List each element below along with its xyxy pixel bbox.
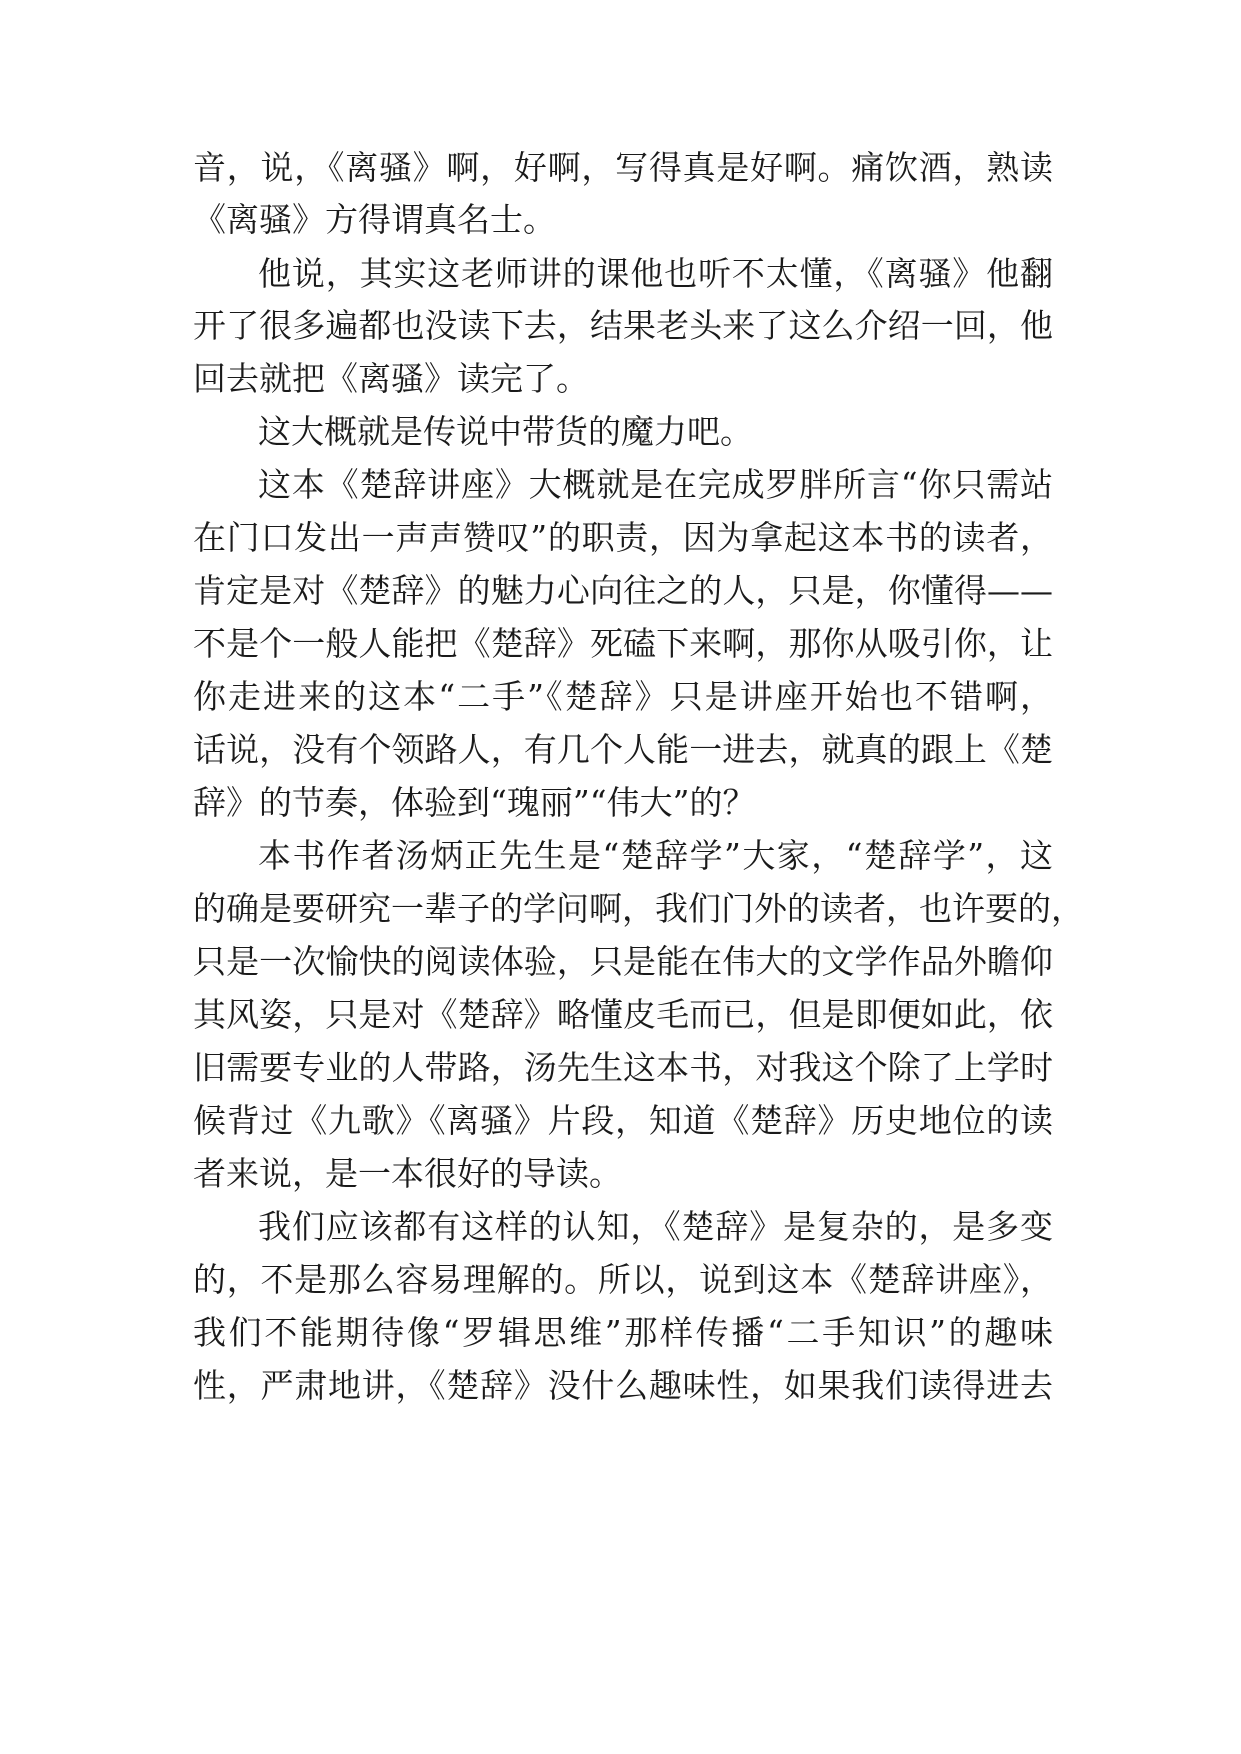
text-line: 他说，其实这老师讲的课他也听不太懂，《离骚》他翻 [258, 254, 1053, 293]
text-line: 《离骚》方得谓真名士。 [193, 200, 556, 239]
text-line: 开了很多遍都也没读下去，结果老头来了这么介绍一回，他 [193, 306, 1053, 345]
text-line: 我们不能期待像“罗辑思维”那样传播“二手知识”的趣味 [193, 1313, 1053, 1352]
text-line: 者来说，是一本很好的导读。 [193, 1154, 622, 1193]
text-line: 只是一次愉快的阅读体验，只是能在伟大的文学作品外瞻仰 [193, 942, 1053, 981]
text-line: 不是个一般人能把《楚辞》死磕下来啊，那你从吸引你，让 [193, 624, 1053, 663]
text-line: 这大概就是传说中带货的魔力吧。 [258, 412, 753, 451]
text-line: 在门口发出一声声赞叹”的职责，因为拿起这本书的读者， [193, 518, 1053, 557]
text-line: 话说，没有个领路人，有几个人能一进去，就真的跟上《楚 [193, 730, 1053, 769]
text-line: 的确是要研究一辈子的学问啊，我们门外的读者，也许要的， [193, 889, 1084, 928]
text-line: 辞》的节奏，体验到“瑰丽”“伟大”的？ [193, 783, 756, 822]
text-line: 音，说，《离骚》啊，好啊，写得真是好啊。痛饮酒，熟读 [193, 148, 1053, 187]
text-line: 的，不是那么容易理解的。所以，说到这本《楚辞讲座》， [193, 1260, 1053, 1299]
text-line: 本书作者汤炳正先生是“楚辞学”大家，“楚辞学”，这 [258, 836, 1053, 875]
text-line: 其风姿，只是对《楚辞》略懂皮毛而已，但是即便如此，依 [193, 995, 1053, 1034]
text-line: 你走进来的这本“二手”《楚辞》只是讲座开始也不错啊， [193, 677, 1053, 716]
text-line: 旧需要专业的人带路，汤先生这本书，对我这个除了上学时 [193, 1048, 1053, 1087]
text-line: 我们应该都有这样的认知，《楚辞》是复杂的，是多变 [258, 1207, 1053, 1246]
text-line: 肯定是对《楚辞》的魅力心向往之的人，只是，你懂得—— [193, 571, 1053, 610]
text-line: 回去就把《离骚》读完了。 [193, 359, 589, 398]
text-line: 这本《楚辞讲座》大概就是在完成罗胖所言“你只需站 [258, 465, 1053, 504]
text-line: 性，严肃地讲，《楚辞》没什么趣味性，如果我们读得进去 [193, 1366, 1053, 1405]
text-line: 候背过《九歌》《离骚》片段，知道《楚辞》历史地位的读 [193, 1101, 1053, 1140]
